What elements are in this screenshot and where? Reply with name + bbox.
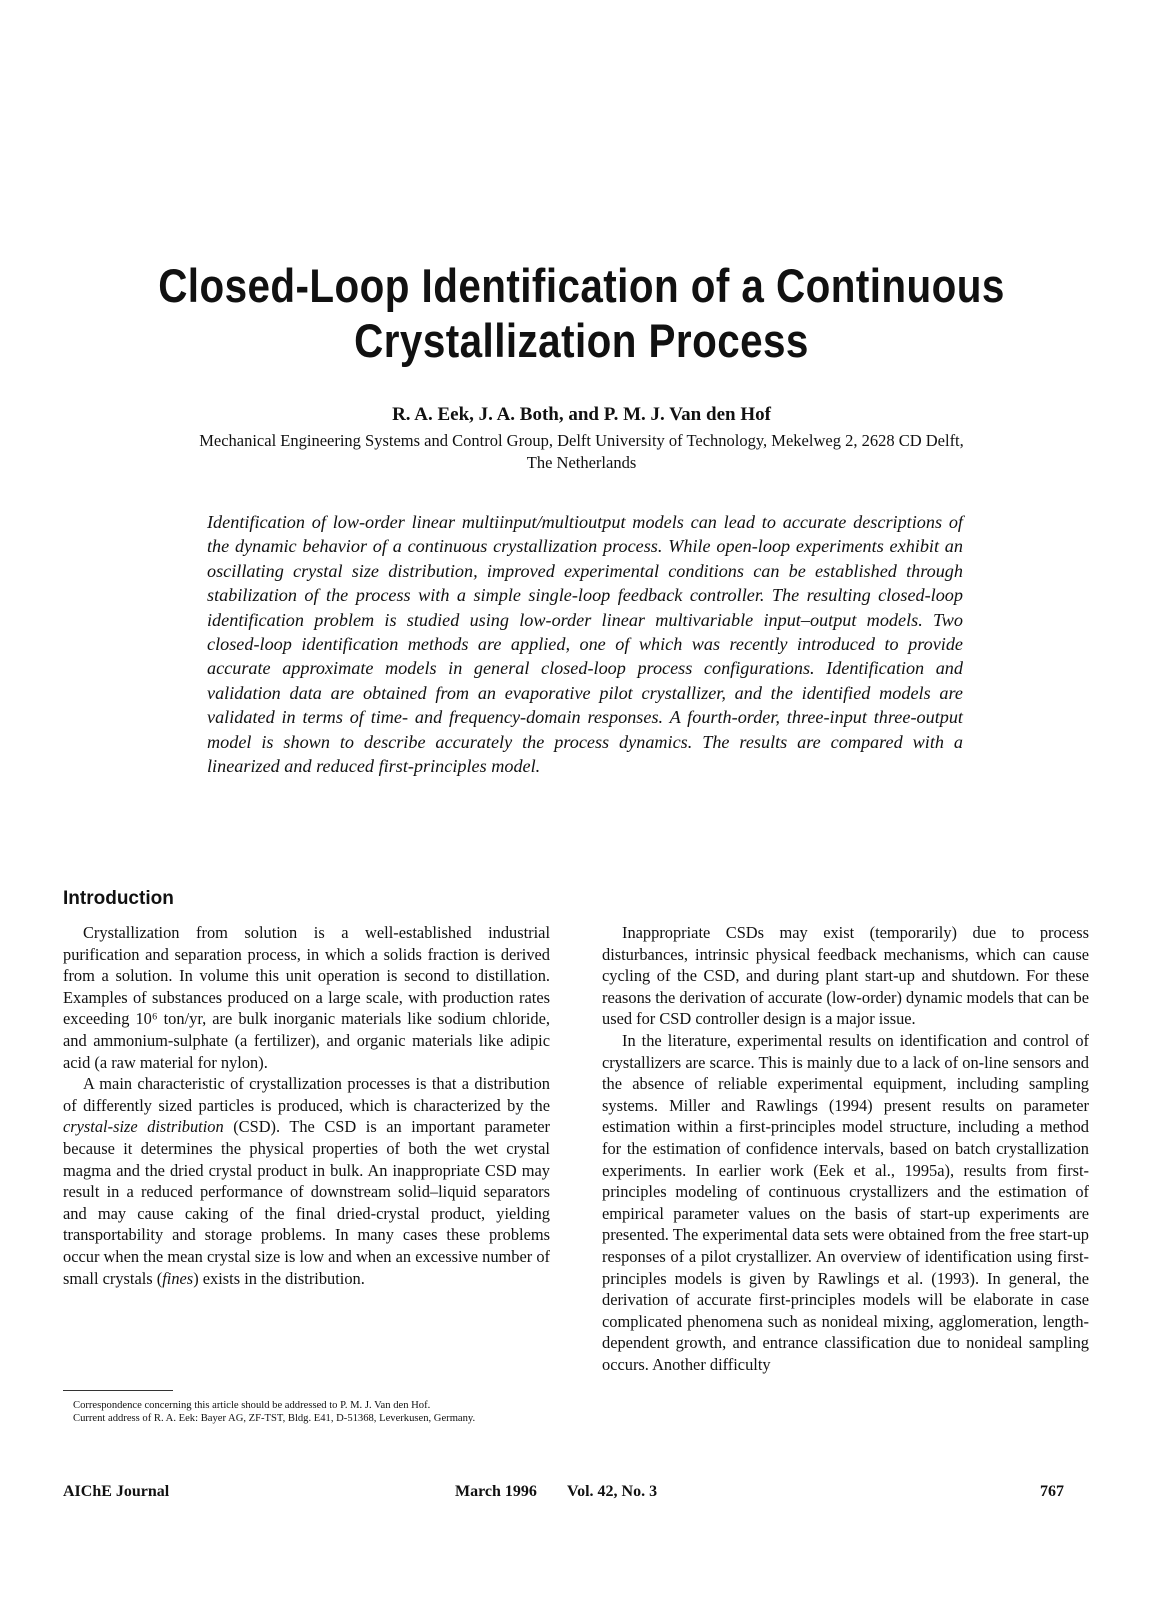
- right-paragraph-1: Inappropriate CSDs may exist (temporarily) due to process disturbances, intrinsic physical feedback mechanisms, which can cause cycling of the CSD, and during plant start-up and shutdown. For these reasons the derivation of accurate (low-order) dynamic models that can be used for CSD controller design is a major issue.: [602, 923, 1089, 1029]
- affiliation: [0, 430, 1163, 474]
- footer-volume: Vol. 42, No. 3: [567, 1483, 658, 1500]
- footnotes: [63, 1400, 550, 1425]
- affiliation-line-1: Mechanical Engineering Systems and Control Group, Delft University of Technology, Mekelweg 2, 2628 CD Delft,: [199, 431, 964, 450]
- right-column: [602, 922, 1089, 1375]
- paper-title: [81, 258, 1081, 368]
- footnote-correspondence: Correspondence concerning this article should be addressed to P. M. J. Van den Hof.: [73, 1400, 431, 1411]
- footnote-rule: [63, 1390, 173, 1391]
- left-p2-text-c: ) exists in the distribution.: [193, 1268, 365, 1288]
- left-p2-emphasis-fines: fines: [162, 1268, 194, 1288]
- left-p2-emphasis-csd: crystal-size distribution: [63, 1117, 224, 1137]
- footer-date: March 1996: [455, 1483, 537, 1500]
- section-heading-introduction: Introduction: [63, 888, 174, 909]
- left-p2-text-a: A main characteristic of crystallization processes is that a distribution of differently sized particles is produced, which is characterized by the: [63, 1074, 550, 1115]
- footer-journal: AIChE Journal: [63, 1483, 170, 1500]
- affiliation-line-2: The Netherlands: [526, 453, 637, 472]
- left-paragraph-1: Crystallization from solution is a well-established industrial purification and separation process, in which a solids fraction is derived from a solution. In volume this unit operation is second to distillation. Examples of substances produced on a large scale, with production rates exceeding 10⁶ ton/yr, are bulk inorganic materials like sodium chloride, and ammonium-sulphate (a fertilizer), and organic materials like adipic acid (a raw material for nylon).: [63, 923, 550, 1072]
- title-line-2: Crystallization Process: [354, 314, 809, 367]
- footer-page-number: 767: [1040, 1483, 1064, 1500]
- footnote-address: Current address of R. A. Eek: Bayer AG, ZF-TST, Bldg. E41, D-51368, Leverkusen, Germany.: [73, 1412, 476, 1424]
- left-p2-text-b: (CSD). The CSD is an important parameter because it determines the physical properties of both the wet crystal magma and the dried crystal product in bulk. An inappropriate CSD may result in a reduced performance of downstream solid–liquid separators and may cause caking of the final dried-crystal product, yielding transportability and storage problems. In many cases these problems occur when the mean crystal size is low and when an excessive number of small crystals (: [63, 1117, 550, 1288]
- authors: R. A. Eek, J. A. Both, and P. M. J. Van den Hof: [392, 404, 771, 425]
- left-column: [63, 922, 550, 1289]
- right-paragraph-2: In the literature, experimental results on identification and control of crystallizers are scarce. This is mainly due to a lack of on-line sensors and the absence of reliable experimental equipment, including sampling systems. Miller and Rawlings (1994) present results on parameter estimation within a first-principles model structure, including a method for the estimation of confidence intervals, based on batch crystallization experiments. In earlier work (Eek et al., 1995a), results from first-principles modeling of continuous crystallizers and the estimation of empirical parameter values on the basis of start-up experiments are presented. The experimental data sets were obtained from the free start-up responses of a pilot crystallizer. An overview of identification using first-principles models is given by Rawlings et al. (1993). In general, the derivation of accurate first-principles models will be elaborate in case complicated phenomena such as nonideal mixing, agglomeration, length-dependent growth, and entrance classification due to nonideal sampling occurs. Another difficulty: [602, 1030, 1089, 1374]
- title-line-1: Closed-Loop Identification of a Continuous: [158, 259, 1005, 312]
- abstract: Identification of low-order linear multiinput/multioutput models can lead to accurate descriptions of the dynamic behavior of a continuous crystallization process. While open-loop experiments exhibit an oscillating crystal size distribution, improved experimental conditions can be established through stabilization of the process with a simple single-loop feedback controller. The resulting closed-loop identification problem is studied using low-order linear multivariable input–output models. Two closed-loop identification methods are applied, one of which was recently introduced to provide accurate approximate models in general closed-loop process configurations. Identification and validation data are obtained from an evaporative pilot crystallizer, and the identified models are validated in terms of time- and frequency-domain responses. A fourth-order, three-input three-output model is shown to describe accurately the process dynamics. The results are compared with a linearized and reduced first-principles model.: [207, 512, 963, 777]
- left-paragraph-2: [63, 1073, 550, 1289]
